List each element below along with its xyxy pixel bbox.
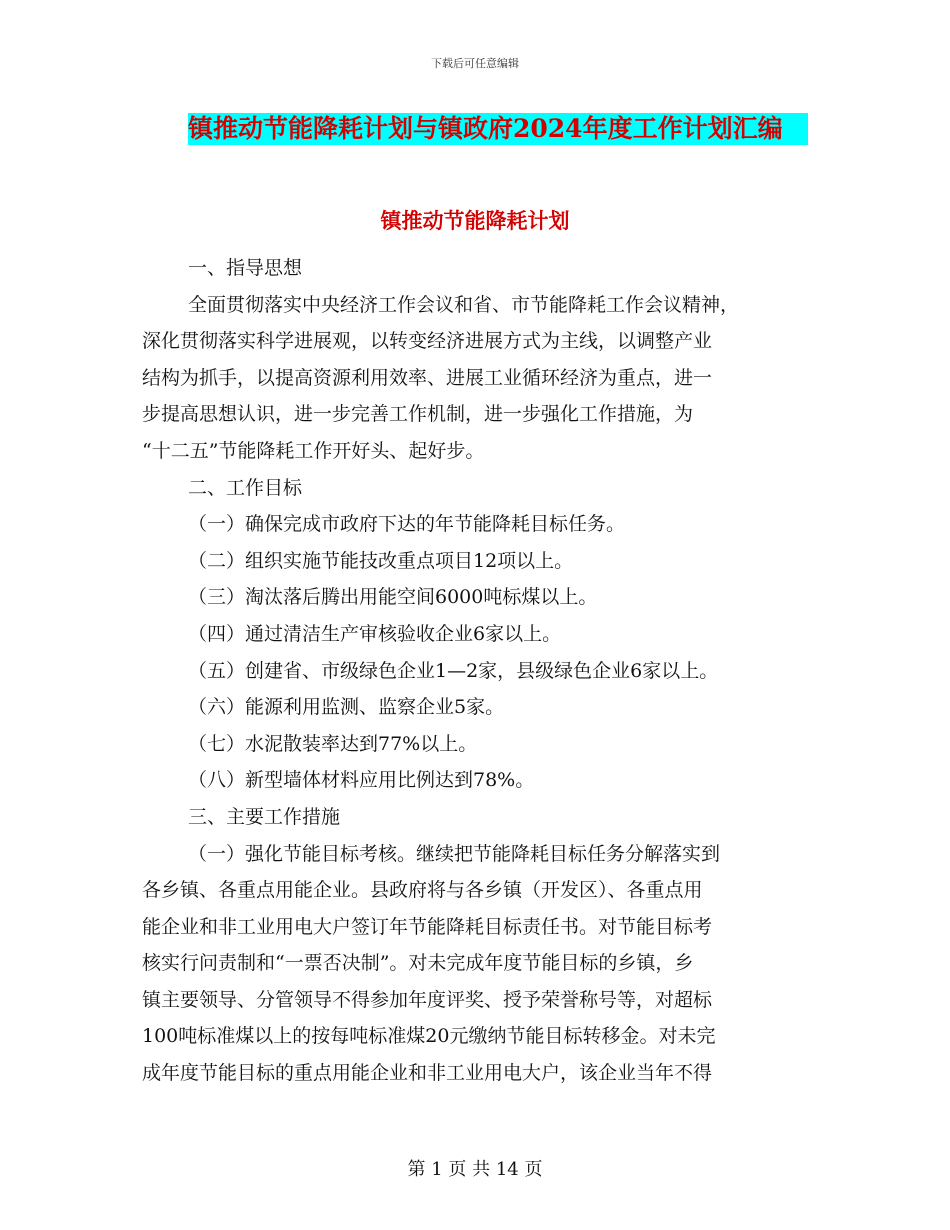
paragraph-line: “十二五”节能降耗工作开好头、起好步。 — [142, 439, 485, 462]
goal-item: （五）创建省、市级绿色企业1—2家，县级绿色企业6家以上。 — [188, 659, 719, 682]
paragraph-line: 能企业和非工业用电大户签订年节能降耗目标责任书。对节能目标考 — [142, 915, 713, 938]
paragraph-line: 各乡镇、各重点用能企业。县政府将与各乡镇（开发区）、各重点用 — [142, 879, 703, 902]
goal-item: （六）能源利用监测、监察企业5家。 — [188, 696, 505, 719]
paragraph-line: 100吨标准煤以上的按每吨标准煤20元缴纳节能目标转移金。对未完 — [142, 1025, 716, 1048]
goal-item: （一）确保完成市政府下达的年节能降耗目标任务。 — [188, 513, 626, 536]
page-number-footer: 第 1 页 共 14 页 — [407, 1159, 543, 1180]
heading-main-measures: 三、主要工作措施 — [188, 805, 341, 828]
paragraph-line: 成年度节能目标的重点用能企业和非工业用电大户，该企业当年不得 — [142, 1062, 713, 1085]
goal-item: （三）淘汰落后腾出用能空间6000吨标煤以上。 — [188, 586, 598, 609]
paragraph-line: 镇主要领导、分管领导不得参加年度评奖、授予荣誉称号等，对超标 — [142, 988, 713, 1011]
goal-item: （二）组织实施节能技改重点项目12项以上。 — [188, 549, 574, 572]
section-title: 镇推动节能降耗计划 — [380, 208, 570, 233]
paragraph-line: 深化贯彻落实科学进展观，以转变经济进展方式为主线，以调整产业 — [142, 330, 713, 353]
document-body — [142, 250, 802, 1092]
paragraph-line: 结构为抓手，以提高资源利用效率、进展工业循环经济为重点，进一 — [142, 366, 713, 389]
header-note: 下载后可任意编辑 — [431, 57, 519, 70]
goal-item: （七）水泥散装率达到77%以上。 — [188, 732, 478, 755]
paragraph-line: 核实行问责制和“一票否决制”。对未完成年度节能目标的乡镇，乡 — [142, 952, 694, 975]
paragraph-line: 全面贯彻落实中央经济工作会议和省、市节能降耗工作会议精神， — [188, 293, 740, 316]
goal-item: （八）新型墙体材料应用比例达到78%。 — [188, 769, 535, 792]
paragraph-line: （一）强化节能目标考核。继续把节能降耗目标任务分解落实到 — [188, 842, 721, 865]
goal-item: （四）通过清洁生产审核验收企业6家以上。 — [188, 622, 562, 645]
heading-work-goals: 二、工作目标 — [188, 476, 303, 499]
heading-guiding-ideology: 一、指导思想 — [188, 257, 303, 279]
paragraph-line: 步提高思想认识，进一步完善工作机制，进一步强化工作措施，为 — [142, 403, 694, 426]
document-main-title: 镇推动节能降耗计划与镇政府2024年度工作计划汇编 — [188, 113, 808, 145]
